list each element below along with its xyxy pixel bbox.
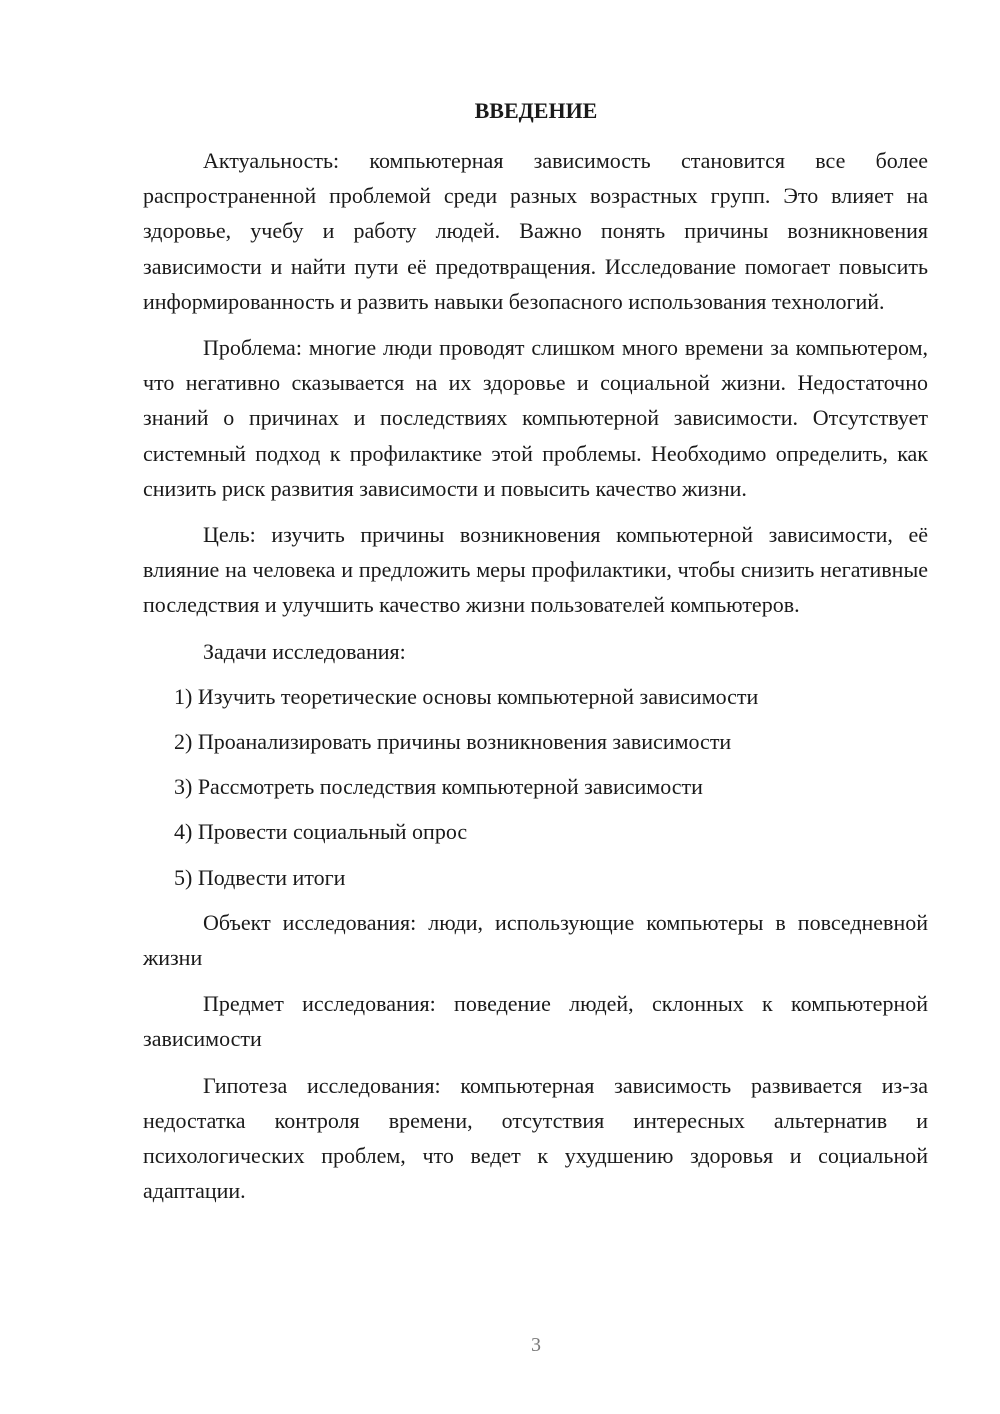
- task-item: 1) Изучить теоретические основы компьютерной зависимости: [174, 683, 759, 709]
- tasks-heading: Задачи исследования:: [203, 638, 406, 664]
- paragraph-goal: Цель: изучить причины возникновения компьютерной зависимости, её влияние на человека и предложить меры профилактики, чтобы снизить негативные последствия и улучшить качество жизни пользователей компьютеров.: [143, 522, 928, 618]
- task-item: 2) Проанализировать причины возникновения зависимости: [174, 729, 732, 755]
- paragraph-object: Объект исследования: люди, использующие компьютеры в повседневной жизни: [143, 909, 928, 971]
- task-item: 3) Рассмотреть последствия компьютерной зависимости: [174, 774, 703, 800]
- tasks-list: [143, 679, 928, 895]
- paragraph-problem: Проблема: многие люди проводят слишком много времени за компьютером, что негативно сказывается на их здоровье и социальной жизни. Недостаточно знаний о причинах и последствиях компьютерной зависимости. Отсутствует системный подход к профилактике этой проблемы. Необходимо определить, как снизить риск развития зависимости и повысить качество жизни.: [143, 335, 928, 501]
- task-item: 4) Провести социальный опрос: [174, 819, 468, 845]
- paragraph-hypothesis: Гипотеза исследования: компьютерная зависимость развивается из-за недостатка контроля времени, отсутствия интересных альтернатив и психологических проблем, что ведет к ухудшению здоровья и социальной адаптации.: [143, 1072, 928, 1204]
- page-number: 3: [531, 1334, 541, 1356]
- document-body: [143, 143, 928, 1219]
- page-title: ВВЕДЕНИЕ: [474, 98, 598, 123]
- paragraph-relevance: Актуальность: компьютерная зависимость становится все более распространенной проблемой среди разных возрастных групп. Это влияет на здоровье, учебу и работу людей. Важно понять причины возникновения зависимости и найти пути её предотвращения. Исследование помогает повысить информированность и развить навыки безопасного использования технологий.: [143, 148, 928, 314]
- paragraph-subject: Предмет исследования: поведение людей, склонных к компьютерной зависимости: [143, 991, 928, 1052]
- task-item: 5) Подвести итоги: [174, 864, 346, 890]
